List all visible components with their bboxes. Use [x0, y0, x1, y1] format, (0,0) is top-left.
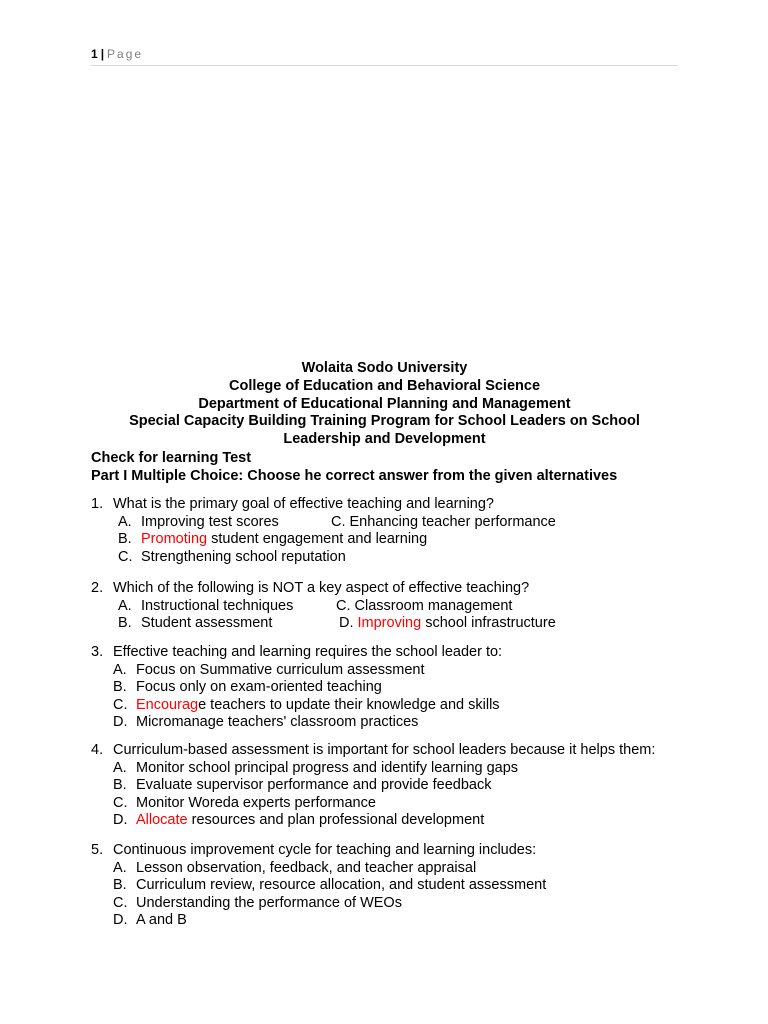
department-title: Department of Educational Planning and Management [198, 395, 571, 412]
question-4 [91, 742, 711, 830]
question-1 [91, 496, 711, 566]
check-title: Check for learning Test [91, 450, 252, 466]
option-c: C. Understanding the performance of WEOs [113, 894, 402, 911]
option-b: B. Promoting student engagement and learning [118, 531, 428, 548]
page-word: Page [107, 47, 144, 61]
option-c-2: C. Strengthening school reputation [118, 548, 346, 565]
option-b: B. Curriculum review, resource allocation, and student assessment [113, 877, 547, 894]
option-d: D. Micromanage teachers' classroom practices [113, 714, 419, 731]
option-a: A. Instructional techniques [118, 597, 294, 614]
question-number: 3. [91, 644, 104, 660]
option-a: A. Improving test scores [118, 513, 279, 530]
option-b: B. Evaluate supervisor performance and provide feedback [113, 777, 492, 794]
university-title: Wolaita Sodo University [301, 360, 468, 376]
question-number: 2. [91, 580, 104, 596]
question-text: Which of the following is NOT a key aspect of effective teaching? [113, 580, 530, 596]
option-d: D. Improving school infrastructure [339, 615, 556, 632]
option-c: C. Monitor Woreda experts performance [113, 794, 376, 811]
document-heading [91, 360, 678, 449]
question-text: What is the primary goal of effective teaching and learning? [113, 496, 494, 512]
question-3 [91, 644, 711, 732]
option-c: C. Encourage teachers to update their knowledge and skills [113, 696, 500, 713]
page-number: 1 [91, 47, 98, 61]
question-5 [91, 842, 711, 930]
college-title: College of Education and Behavioral Science [228, 377, 541, 394]
highlighted-answer: Encourag [136, 696, 199, 713]
option-a: A. Lesson observation, feedback, and teacher appraisal [113, 859, 477, 876]
question-text: Effective teaching and learning requires the school leader to: [113, 644, 503, 660]
page-header [91, 46, 678, 66]
option-b: B. Student assessment [118, 615, 273, 632]
program-title-line1: Special Capacity Building Training Program for School Leaders on School [129, 413, 640, 430]
option-a: A. Focus on Summative curriculum assessment [113, 661, 425, 678]
question-text: Curriculum-based assessment is important for school leaders because it helps them: [113, 742, 656, 758]
question-number: 1. [91, 496, 104, 512]
question-number: 5. [91, 842, 104, 858]
highlighted-answer: Promoting [141, 531, 208, 548]
question-2 [91, 580, 711, 633]
question-text: Continuous improvement cycle for teaching and learning includes: [113, 842, 537, 858]
highlighted-answer: Improving [357, 615, 422, 632]
option-d: D. Allocate resources and plan professional development [113, 812, 485, 829]
option-a: A. Monitor school principal progress and identify learning gaps [113, 759, 519, 776]
option-d: D. A and B [113, 912, 187, 929]
part-title: Part I Multiple Choice: Choose he correct answer from the given alternatives [91, 468, 618, 484]
highlighted-answer: Allocate [136, 812, 188, 829]
option-c: C. Enhancing teacher performance [331, 513, 556, 530]
page-separator: | [100, 47, 105, 61]
option-b: B. Focus only on exam-oriented teaching [113, 679, 382, 696]
option-c: C. Classroom management [336, 597, 513, 614]
program-title-line2: Leadership and Development [283, 431, 486, 448]
question-number: 4. [91, 742, 104, 758]
